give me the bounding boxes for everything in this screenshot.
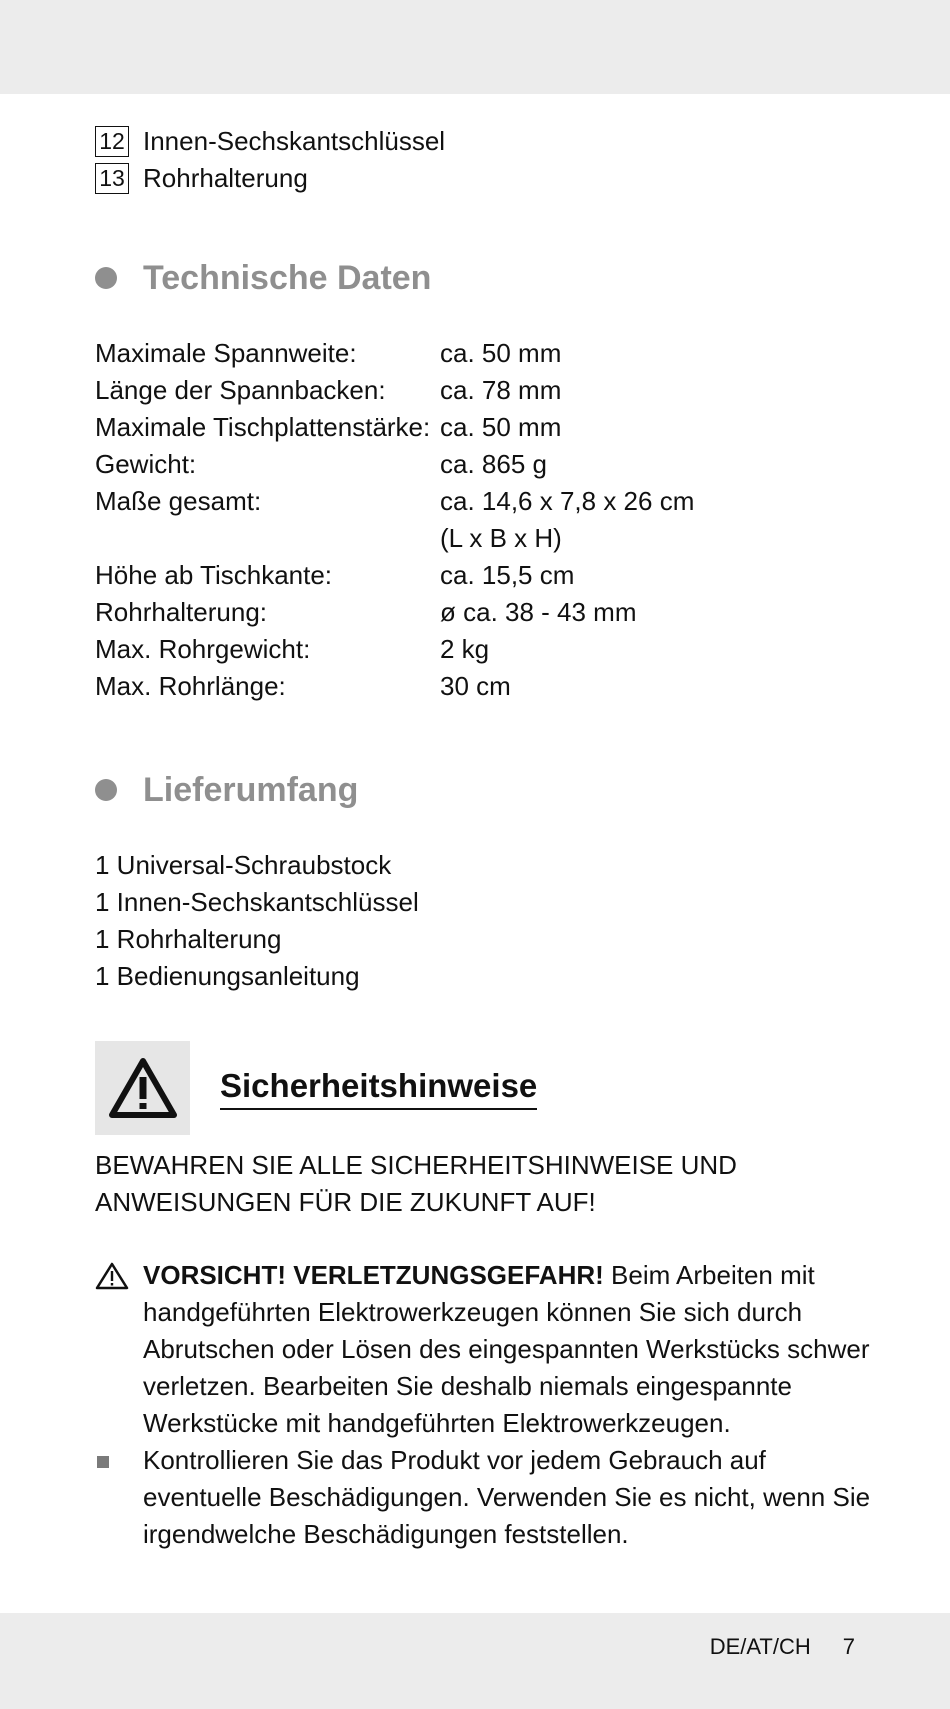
delivery-list xyxy=(95,847,875,995)
footer-locale: DE/AT/CH xyxy=(709,1634,811,1659)
warning-label: VORSICHT! VERLETZUNGSGEFAHR! xyxy=(143,1260,604,1290)
keep-instructions-notice xyxy=(95,1147,795,1221)
delivery-heading xyxy=(95,767,875,813)
spec-label: Rohrhalterung: xyxy=(95,597,267,627)
spec-row xyxy=(95,335,875,372)
safety-heading xyxy=(95,1041,875,1135)
spec-label xyxy=(95,520,440,557)
spec-row xyxy=(95,409,875,446)
square-bullet-icon xyxy=(97,1456,109,1468)
part-item xyxy=(95,160,875,197)
spec-label: Max. Rohrlänge: xyxy=(95,671,286,701)
page-footer xyxy=(710,1634,855,1660)
list-bullet xyxy=(95,1442,143,1553)
header-band xyxy=(0,0,950,94)
spec-row xyxy=(95,557,875,594)
list-item: 1 Bedienungsanleitung xyxy=(95,961,360,991)
spec-value: ca. 78 mm xyxy=(440,375,562,405)
part-label: Innen-Sechskantschlüssel xyxy=(143,126,446,156)
technical-data-heading xyxy=(95,255,875,301)
technical-data-table xyxy=(95,335,875,705)
notice-line: ANWEISUNGEN FÜR DIE ZUKUNFT AUF! xyxy=(95,1187,596,1217)
spec-value: ca. 865 g xyxy=(440,449,547,479)
spec-row xyxy=(95,446,875,483)
part-number-badge: 12 xyxy=(95,126,129,157)
list-item: 1 Universal-Schraubstock xyxy=(95,850,392,880)
spec-value: (L x B x H) xyxy=(440,523,562,553)
spec-label: Maße gesamt: xyxy=(95,486,262,516)
delivery-title: Lieferumfang xyxy=(143,770,359,809)
safety-title: Sicherheitshinweise xyxy=(220,1066,537,1110)
part-label: Rohrhalterung xyxy=(143,163,308,193)
spec-row xyxy=(95,372,875,409)
part-number-badge: 13 xyxy=(95,163,129,194)
warning-text xyxy=(143,1257,875,1442)
spec-label: Max. Rohrgewicht: xyxy=(95,634,311,664)
list-item: 1 Rohrhalterung xyxy=(95,924,282,954)
spec-value: ca. 14,6 x 7,8 x 26 cm xyxy=(440,486,695,516)
spec-row xyxy=(95,631,875,668)
warning-body: Beim Arbeiten mit handgeführten Elektrowerkzeugen können Sie sich durch Abrutschen oder Lösen des eingespannten Werkstücks schwer verletzen. Bearbeiten Sie deshalb niemals eingespannte Werkstücke mit handgeführten Elektrowerkzeugen. xyxy=(143,1260,870,1438)
spec-value: ca. 50 mm xyxy=(440,338,562,368)
spec-row xyxy=(95,520,875,557)
part-item xyxy=(95,123,875,160)
spec-row xyxy=(95,668,875,705)
spec-value: ca. 15,5 cm xyxy=(440,560,575,590)
spec-value: 30 cm xyxy=(440,671,511,701)
spec-value: 2 kg xyxy=(440,634,490,664)
warning-paragraph xyxy=(95,1257,875,1442)
spec-value: ø ca. 38 - 43 mm xyxy=(440,597,637,627)
spec-row xyxy=(95,594,875,631)
page-number: 7 xyxy=(842,1634,855,1659)
heading-bullet-icon xyxy=(95,779,117,801)
spec-label: Höhe ab Tischkante: xyxy=(95,560,333,590)
spec-label: Länge der Spannbacken: xyxy=(95,375,386,405)
notice-line: BEWAHREN SIE ALLE SICHERHEITSHINWEISE UND xyxy=(95,1150,737,1180)
warning-triangle-icon xyxy=(95,1041,190,1135)
caution-triangle-icon xyxy=(95,1257,143,1442)
page-content xyxy=(95,123,875,1553)
technical-data-title: Technische Daten xyxy=(143,258,432,297)
check-text: Kontrollieren Sie das Produkt vor jedem Gebrauch auf eventuelle Beschädigungen. Verwenden Sie es nicht, wenn Sie irgendwelche Beschädigungen feststellen. xyxy=(143,1445,871,1549)
list-item: 1 Innen-Sechskantschlüssel xyxy=(95,887,419,917)
heading-bullet-icon xyxy=(95,267,117,289)
spec-row xyxy=(95,483,875,520)
spec-label: Maximale Spannweite: xyxy=(95,338,357,368)
spec-label: Maximale Tischplattenstärke: xyxy=(95,412,431,442)
spec-value: ca. 50 mm xyxy=(440,412,562,442)
check-paragraph xyxy=(95,1442,875,1553)
footer-band xyxy=(0,1613,950,1709)
spec-label: Gewicht: xyxy=(95,449,197,479)
